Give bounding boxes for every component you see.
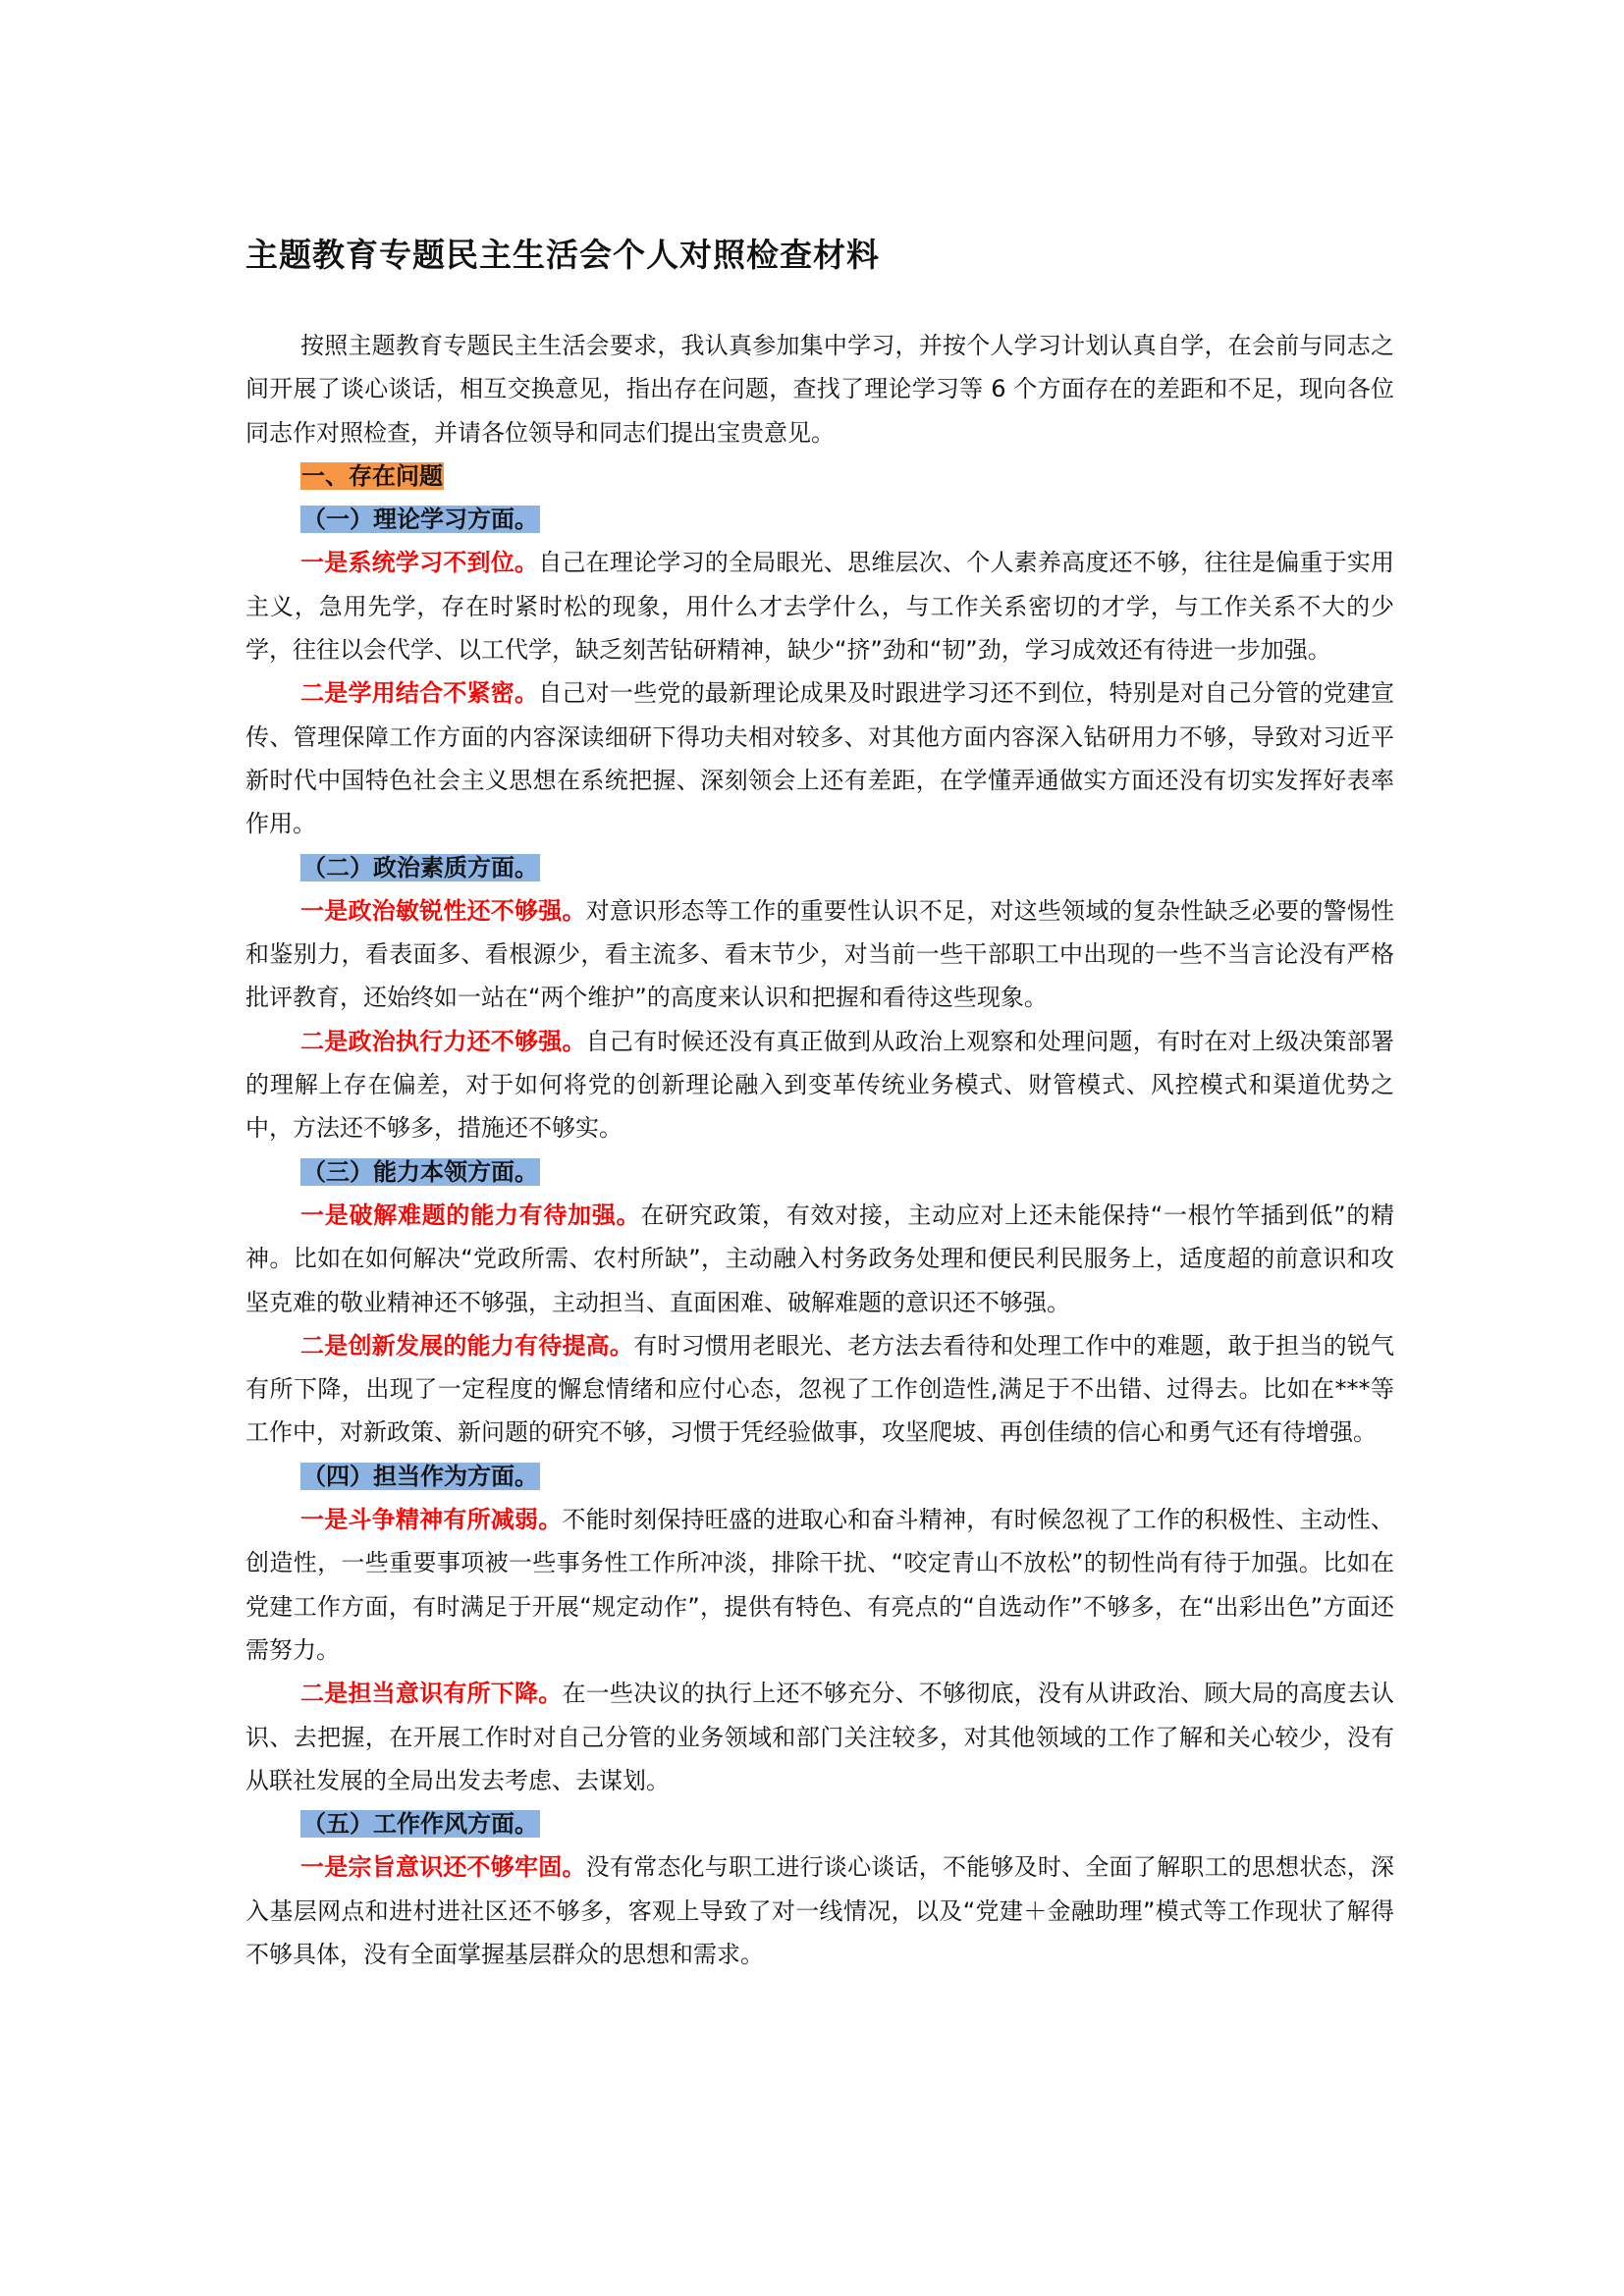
subsection-heading-text: （四）担当作为方面。 (302, 1462, 538, 1490)
paragraph (245, 671, 1394, 845)
paragraph-lead: 二是政治执行力还不够强。 (300, 1027, 586, 1055)
subsection-heading-1 (245, 498, 1394, 541)
paragraph-body: 在一些决议的执行上还不够充分、不够彻底，没有从讲政治、顾大局的高度去认识、去把握，在开展工作时对自己分管的业务领域和部门关注较多，对其他领域的工作了解和关心较少，没有从联社发展的全局出发去考虑、去谋划。 (245, 1680, 1395, 1794)
paragraph-lead: 一是宗旨意识还不够牢固。 (300, 1853, 586, 1882)
subsection-heading-text: （三）能力本领方面。 (302, 1157, 538, 1186)
section-heading-text: 一、存在问题 (301, 461, 443, 490)
paragraph-body: 没有常态化与职工进行谈心谈话，不能够及时、全面了解职工的思想状态，深入基层网点和进村进社区还不够多，客观上导致了对一线情况，以及“党建＋金融助理”模式等工作现状了解得不够具体，没有全面掌握基层群众的思想和需求。 (245, 1853, 1395, 1968)
paragraph-body: 自己有时候还没有真正做到从政治上观察和处理问题，有时在对上级决策部署的理解上存在偏差，对于如何将党的创新理论融入到变革传统业务模式、财管模式、风控模式和渠道优势之中，方法还不够多，措施还不够实。 (245, 1027, 1395, 1143)
subsection-heading-2 (245, 846, 1394, 889)
paragraph (245, 1845, 1394, 1976)
paragraph (245, 1324, 1394, 1455)
paragraph-body: 在研究政策，有效对接，主动应对上还未能保持“一根竹竿插到低”的精神。比如在如何解决“党政所需、农村所缺”，主动融入村务政务处理和便民利民服务上，适度超的前意识和攻坚克难的敬业精神还不够强，主动担当、直面困难、破解难题的意识还不够强。 (245, 1201, 1394, 1316)
paragraph (245, 1672, 1394, 1802)
subsection-heading-3 (245, 1150, 1394, 1194)
paragraph (245, 1020, 1394, 1150)
paragraph-body: 对意识形态等工作的重要性认识不足，对这些领域的复杂性缺乏必要的警惕性和鉴别力，看表面多、看根源少，看主流多、看末节少，对当前一些干部职工中出现的一些不当言论没有严格批评教育，还始终如一站在“两个维护”的高度来认识和把握和看待这些现象。 (245, 896, 1395, 1012)
paragraph-body: 有时习惯用老眼光、老方法去看待和处理工作中的难题，敢于担当的锐气有所下降，出现了一定程度的懈怠情绪和应付心态，忽视了工作创造性,满足于不出错、过得去。比如在***等工作中，对新政策、新问题的研究不够，习惯于凭经验做事，攻坚爬坡、再创佳绩的信心和勇气还有待增强。 (245, 1331, 1395, 1447)
subsection-heading-5 (245, 1802, 1394, 1845)
document-title: 主题教育专题民主生活会个人对照检查材料 (245, 236, 880, 274)
paragraph-lead: 一是斗争精神有所减弱。 (300, 1506, 563, 1534)
subsection-heading-4 (245, 1455, 1394, 1498)
paragraph-lead: 一是破解难题的能力有待加强。 (300, 1201, 641, 1229)
paragraph-lead: 一是政治敏锐性还不够强。 (300, 896, 586, 925)
paragraph-lead: 二是担当意识有所下降。 (300, 1680, 563, 1708)
paragraph (245, 1498, 1394, 1672)
paragraph-body: 自己在理论学习的全局眼光、思维层次、个人素养高度还不够，往往是偏重于实用主义，急用先学，存在时紧时松的现象，用什么才去学什么，与工作关系密切的才学，与工作关系不大的少学，往往以会代学、以工代学，缺乏刻苦钻研精神，缺少“挤”劲和“韧”劲，学习成效还有待进一步加强。 (245, 549, 1395, 665)
intro-paragraph: 按照主题教育专题民主生活会要求，我认真参加集中学习，并按个人学习计划认真自学，在会前与同志之间开展了谈心谈话，相互交换意见，指出存在问题，查找了理论学习等 6 个方面存在的差距和不足，现向各位同志作对照检查，并请各位领导和同志们提出宝贵意见。 (245, 332, 1394, 447)
subsection-heading-text: （五）工作作风方面。 (302, 1810, 538, 1839)
paragraph-body: 自己对一些党的最新理论成果及时跟进学习还不到位，特别是对自己分管的党建宣传、管理保障工作方面的内容深读细研下得功夫相对较多、对其他方面内容深入钻研用力不够，导致对习近平新时代中国特色社会主义思想在系统把握、深刻领会上还有差距，在学懂弄通做实方面还没有切实发挥好表率作用。 (245, 679, 1395, 838)
subsection-heading-text: （二）政治素质方面。 (302, 853, 538, 881)
paragraph-lead: 二是创新发展的能力有待提高。 (300, 1331, 634, 1360)
paragraph (245, 541, 1394, 671)
paragraph-lead: 一是系统学习不到位。 (300, 549, 539, 577)
subsection-heading-text: （一）理论学习方面。 (302, 506, 538, 534)
paragraph (245, 1194, 1394, 1324)
paragraph-body: 不能时刻保持旺盛的进取心和奋斗精神，有时候忽视了工作的积极性、主动性、创造性，一些重要事项被一些事务性工作所冲淡，排除干扰、“咬定青山不放松”的韧性尚有待于加强。比如在党建工作方面，有时满足于开展“规定动作”，提供有特色、有亮点的“自选动作”不够多，在“出彩出色”方面还需努力。 (245, 1506, 1395, 1664)
paragraph (245, 889, 1394, 1020)
section-heading (245, 454, 1394, 498)
paragraph-lead: 二是学用结合不紧密。 (300, 679, 539, 708)
document-page (245, 232, 1394, 1976)
